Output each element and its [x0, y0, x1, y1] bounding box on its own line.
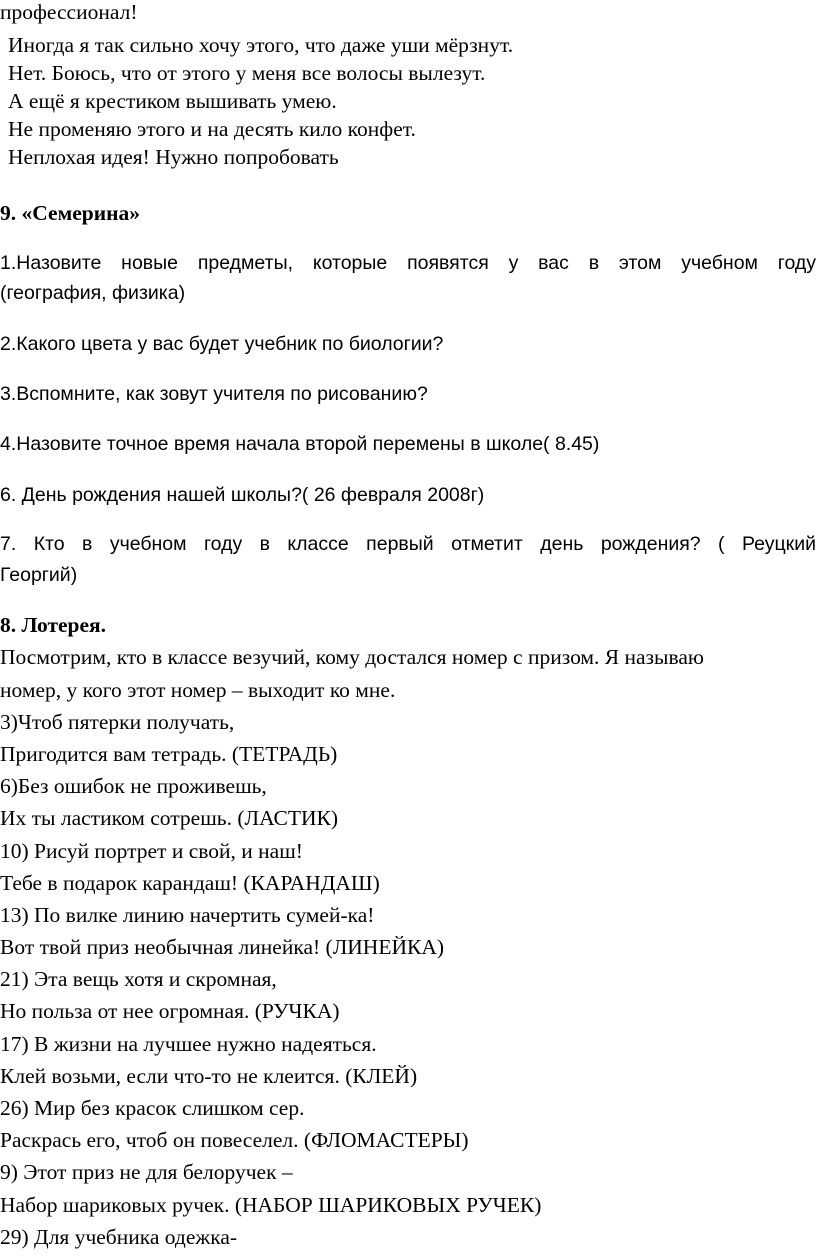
riddle-line: Вот твой приз необычная линейка! (ЛИНЕЙКА) — [0, 935, 445, 959]
riddle-line: 3)Чтоб пятерки получать, — [0, 710, 235, 734]
riddle-line: Пригодится вам тетрадь. (ТЕТРАДЬ) — [0, 742, 338, 766]
text-line: Иногда я так сильно хочу этого, что даже уши мёрзнут. — [8, 33, 514, 57]
riddle-line: Набор шариковых ручек. (НАБОР ШАРИКОВЫХ РУЧЕК) — [0, 1193, 542, 1217]
riddle-line: Клей возьми, если что-то не клеится. (КЛЕЙ) — [0, 1064, 418, 1088]
text-line: Не променяю этого и на десять кило конфет. — [8, 117, 416, 141]
section-heading: 9. «Семерина» — [0, 201, 141, 225]
riddle-line: Тебе в подарок карандаш! (КАРАНДАШ) — [0, 871, 380, 895]
question-line: 2.Какого цвета у вас будет учебник по биологии? — [0, 333, 444, 355]
question-line: (география, физика) — [0, 282, 186, 304]
riddle-line: 10) Рисуй портрет и свой, и наш! — [0, 839, 303, 863]
text-line: профессионал! — [0, 0, 138, 24]
question-line: 1.Назовите новые предметы, которые появятся у вас в этом учебном году — [0, 252, 816, 274]
riddle-line: 26) Мир без красок слишком сер. — [0, 1096, 305, 1120]
text-line: Нет. Боюсь, что от этого у меня все волосы вылезут. — [8, 61, 486, 85]
text-line: А ещё я крестиком вышивать умею. — [8, 89, 337, 113]
text-line: номер, у кого этот номер – выходит ко мне. — [0, 678, 396, 702]
text-line: Посмотрим, кто в классе везучий, кому достался номер с призом. Я называю — [0, 645, 704, 669]
riddle-line: 21) Эта вещь хотя и скромная, — [0, 967, 277, 991]
riddle-line: Но польза от нее огромная. (РУЧКА) — [0, 999, 340, 1023]
question-line: 4.Назовите точное время начала второй перемены в школе( 8.45) — [0, 433, 600, 455]
riddle-line: Их ты ластиком сотрешь. (ЛАСТИК) — [0, 806, 339, 830]
riddle-line: 9) Этот приз не для белоручек – — [0, 1160, 293, 1184]
riddle-line: 13) По вилке линию начертить сумей-ка! — [0, 903, 375, 927]
riddle-line: 17) В жизни на лучшее нужно надеяться. — [0, 1032, 377, 1056]
question-line: Георгий) — [0, 564, 78, 586]
riddle-line: Раскрась его, чтоб он повеселел. (ФЛОМАСТЕРЫ) — [0, 1128, 469, 1152]
riddle-line: 6)Без ошибок не проживешь, — [0, 774, 267, 798]
section-heading: 8. Лотерея. — [0, 613, 107, 637]
riddle-line: 29) Для учебника одежка- — [0, 1225, 238, 1249]
text-line: Неплохая идея! Нужно попробовать — [8, 145, 339, 169]
question-line: 7. Кто в учебном году в классе первый отметит день рождения? ( Реуцкий — [0, 533, 816, 555]
question-line: 6. День рождения нашей школы?( 26 февраля 2008г) — [0, 484, 485, 506]
question-line: 3.Вспомните, как зовут учителя по рисованию? — [0, 383, 428, 405]
